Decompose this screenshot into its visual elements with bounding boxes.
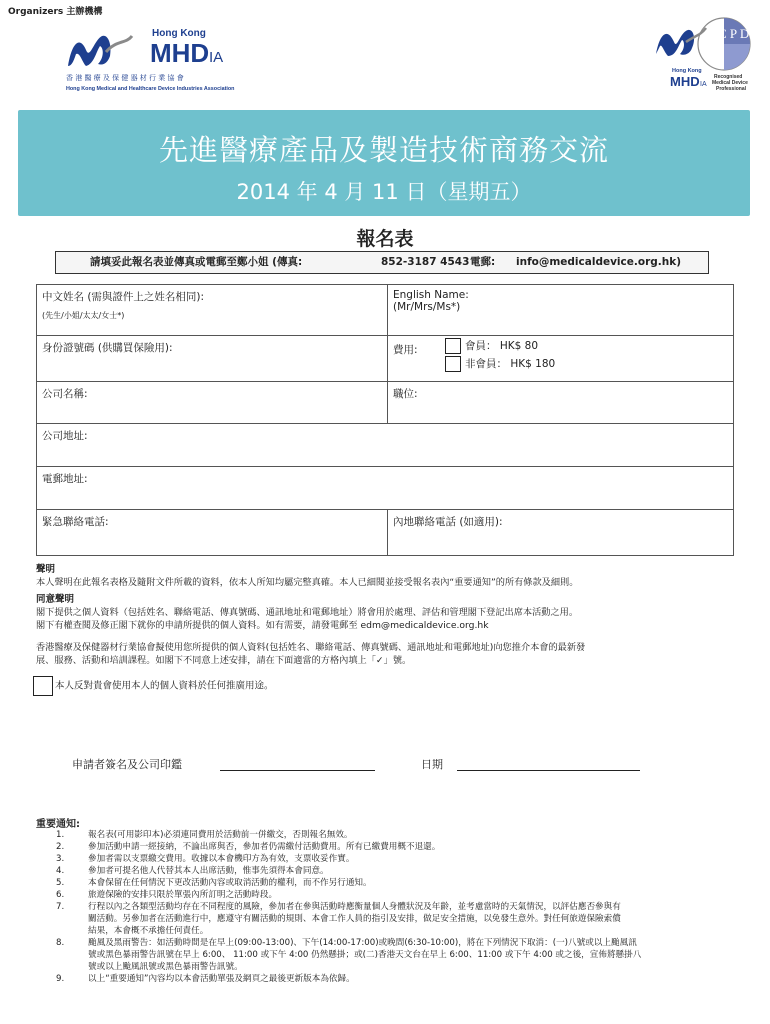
contact-email-label: 電郵: bbox=[470, 256, 496, 268]
notice-item bbox=[36, 853, 736, 865]
marketing-text-1: 香港醫療及保健器材行業協會擬使用您所提供的個人資料(包括姓名、聯絡電話、傳真號碼、通訊地址和電郵地址)向您推介本會的最新發 bbox=[36, 642, 586, 653]
opt-out-checkbox[interactable] bbox=[33, 676, 53, 696]
mainland-phone-label: 內地聯絡電話 (如適用): bbox=[393, 516, 503, 528]
form-heading: 報名表 bbox=[356, 228, 414, 250]
left-logo-brand-suffix: IA bbox=[209, 49, 224, 66]
applicant-signature-label: 申請者簽名及公司印鑑 bbox=[72, 758, 182, 771]
notice-item-number: 8. bbox=[56, 938, 65, 948]
notice-item-number: 3. bbox=[56, 854, 65, 864]
notice-item bbox=[36, 937, 736, 973]
right-logo-brand-main: MHD bbox=[670, 74, 700, 89]
contact-instruction: 請填妥此報名表並傳真或電郵至鄭小姐 (傳真: bbox=[90, 256, 303, 268]
english-name-label: English Name: bbox=[393, 289, 469, 301]
chinese-name-field[interactable] bbox=[37, 285, 388, 336]
english-name-hint: (Mr/Mrs/Ms*) bbox=[393, 301, 461, 313]
notice-item-number: 6. bbox=[56, 890, 65, 900]
notice-item bbox=[36, 889, 736, 901]
notice-item-number: 7. bbox=[56, 902, 65, 912]
applicant-signature bbox=[72, 756, 182, 772]
notice-item bbox=[36, 877, 736, 889]
signature-date-line[interactable] bbox=[457, 758, 640, 771]
right-logo-caption-3: Professional bbox=[716, 86, 747, 92]
organizers-label: Organizers 主辦機構 bbox=[8, 7, 103, 17]
left-logo-chinese-name: 香 港 醫 療 及 保 健 器 材 行 業 協 會 bbox=[66, 74, 184, 82]
id-number-field[interactable] bbox=[37, 336, 388, 382]
right-logo-brand-suffix: IA bbox=[700, 81, 707, 88]
declaration-title: 聲明 bbox=[36, 564, 56, 575]
company-address-field[interactable] bbox=[37, 424, 734, 467]
right-logo-brand-top: Hong Kong bbox=[672, 68, 702, 74]
contact-email: info@medicaldevice.org.hk) bbox=[516, 256, 682, 268]
fee-non-member-option[interactable] bbox=[445, 356, 555, 372]
contact-fax: 852-3187 4543 bbox=[381, 256, 470, 268]
cpd-letters: C P D bbox=[718, 26, 750, 41]
notice-item bbox=[36, 829, 736, 841]
notice-item-text: 旅遊保險的安排只限於單張內所訂明之活動時段。 bbox=[88, 890, 278, 900]
email-address-field[interactable] bbox=[37, 467, 734, 510]
fee-label: 費用: bbox=[393, 344, 418, 356]
mhdia-logo bbox=[66, 22, 256, 94]
emergency-phone-field[interactable] bbox=[37, 510, 388, 556]
notice-item-text: 以上“重要通知”內容均以本會活動單張及網頁之最後更新版本為依歸。 bbox=[88, 974, 355, 984]
marketing-text-2: 展、服務、活動和培訓課程。如閣下不同意上述安排，請在下面適當的方格內填上「✓」號。 bbox=[36, 655, 412, 666]
notice-item-text: 報名表(可用影印本)必須連同費用於活動前一併繳交，否則報名無效。 bbox=[88, 830, 353, 840]
consent-text-1: 閣下提供之個人資料（包括姓名、聯絡電話、傳真號碼、通訊地址和電郵地址）將會用於處理、評估和管理閣下登記出席本活動之用。 bbox=[36, 607, 579, 618]
right-logo-caption-1: Recognised bbox=[714, 74, 743, 80]
company-name-field[interactable] bbox=[37, 382, 388, 424]
notice-title: 重要通知: bbox=[36, 819, 80, 830]
company-name-label: 公司名稱: bbox=[42, 388, 88, 400]
notice-item bbox=[36, 865, 736, 877]
notice-item-number: 5. bbox=[56, 878, 65, 888]
consent-title: 同意聲明 bbox=[36, 594, 75, 605]
left-logo-brand-top: Hong Kong bbox=[152, 28, 206, 39]
cpd-logo-graphic bbox=[650, 14, 758, 96]
notice-item-text: 參加活動申請一經接納，不論出席與否，參加者仍需繳付活動費用。所有已繳費用概不退還。 bbox=[88, 842, 441, 852]
fee-member-option[interactable] bbox=[445, 338, 538, 354]
emergency-phone-label: 緊急聯絡電話: bbox=[42, 516, 109, 528]
position-field[interactable] bbox=[388, 382, 734, 424]
member-checkbox[interactable] bbox=[445, 338, 461, 354]
opt-out-label: 本人反對貴會使用本人的個人資料於任何推廣用途。 bbox=[55, 680, 274, 692]
fee-non-member-label: 非會員： HK$ 180 bbox=[465, 358, 556, 370]
declaration-text: 本人聲明在此報名表格及隨附文件所載的資料，依本人所知均屬完整真確。本人已細閱並接受報名表內“重要通知”的所有條款及細則。 bbox=[36, 577, 579, 588]
notice-item-text: 本會保留在任何情況下更改活動內容或取消活動的權利，而不作另行通知。 bbox=[88, 878, 372, 888]
applicant-signature-line[interactable] bbox=[220, 758, 375, 771]
event-banner bbox=[18, 110, 750, 216]
notice-item-text: 參加者可提名他人代替其本人出席活動，惟事先須得本會同意。 bbox=[88, 866, 329, 876]
position-label: 職位: bbox=[393, 388, 418, 400]
event-title: 先進醫療產品及製造技術商務交流 bbox=[158, 133, 609, 167]
english-name-field[interactable] bbox=[388, 285, 734, 336]
notice-list bbox=[36, 829, 736, 985]
id-number-label: 身份證號碼 (供購買保險用): bbox=[42, 342, 173, 354]
non-member-checkbox[interactable] bbox=[445, 356, 461, 372]
notice-item-number: 1. bbox=[56, 830, 65, 840]
right-logo-caption-2: Medical Device bbox=[712, 80, 748, 86]
cpd-logo bbox=[650, 14, 758, 96]
event-date: 2014 年 4 月 11 日（星期五） bbox=[236, 180, 532, 204]
chinese-name-label: 中文姓名 (需與證件上之姓名相同): bbox=[42, 291, 205, 303]
left-logo-brand-main: MHD bbox=[150, 38, 210, 68]
mainland-phone-field[interactable] bbox=[388, 510, 734, 556]
notice-item bbox=[36, 901, 736, 937]
opt-out-option[interactable] bbox=[33, 676, 274, 696]
contact-instruction-box bbox=[55, 251, 709, 274]
notice-item-number: 2. bbox=[56, 842, 65, 852]
notice-item bbox=[36, 973, 736, 985]
registration-form-table bbox=[36, 284, 734, 556]
fee-field bbox=[388, 336, 734, 382]
chinese-name-hint: (先生/小姐/太太/女士*) bbox=[42, 311, 125, 320]
notice-item-number: 9. bbox=[56, 974, 65, 984]
company-address-label: 公司地址: bbox=[42, 430, 88, 442]
signature-date-label: 日期 bbox=[421, 758, 443, 771]
mhdia-logo-graphic bbox=[66, 22, 256, 94]
consent-text-2: 閣下有權查閱及修正閣下就你的申請所提供的個人資料。如有需要，請發電郵至 edm@medicaldevice.org.hk bbox=[36, 620, 489, 631]
signature-date bbox=[421, 756, 443, 772]
notice-item-text: 行程以內之各類型活動均存在不同程度的風險，參加者在參與活動時應衡量個人身體狀況及年齡，並考慮當時的天氣情況，以評估應否參與有 關活動。另參加者在活動進行中，應遵守有關活動的規則、本會工作人員的指引及安排，做足安全措施，以免發生意外。對任何旅遊保險索償 結果，本會概不承擔任何責任。 bbox=[88, 902, 621, 936]
notice-item-number: 4. bbox=[56, 866, 65, 876]
email-address-label: 電郵地址: bbox=[42, 473, 88, 485]
notice-item-text: 颱風及黑雨警告：如活動時間是在早上(09:00-13:00)、下午(14:00-17:00)或晚間(6:30-10:00)，將在下列情況下取消：(一)八號或以上颱風訊 號或黑色暴雨警告訊號在早上 6:00、 11:00 或下午 4:00 仍然懸掛；或(二)香港天文台在早上 6:00、11:00 或下午 4:00 或之後，宣佈將懸掛八 號或以上颱風訊號或黑色暴雨警告訊號。 bbox=[88, 938, 642, 972]
notice-item bbox=[36, 841, 736, 853]
declaration-section bbox=[36, 563, 736, 667]
fee-member-label: 會員： HK$ 80 bbox=[465, 340, 538, 352]
notice-item-text: 參加者需以支票繳交費用。收據以本會機印方為有效，支票收妥作實。 bbox=[88, 854, 355, 864]
left-logo-english-name: Hong Kong Medical and Healthcare Device Industries Association bbox=[66, 86, 235, 92]
